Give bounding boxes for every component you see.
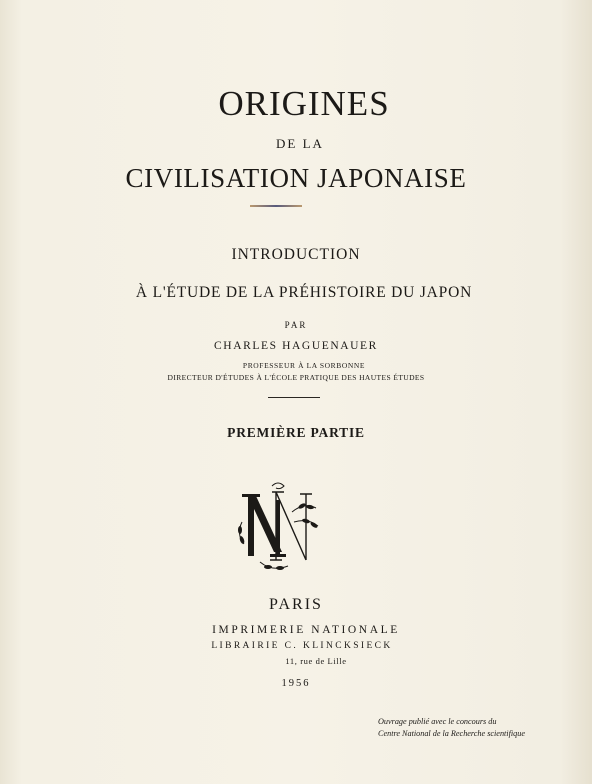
imprint-city: PARIS [269, 596, 323, 613]
title-divider [250, 205, 302, 207]
credit-line-1: Ouvrage publié avec le concours du [378, 717, 497, 726]
subtitle-line-2: À L'ÉTUDE DE LA PRÉHISTOIRE DU JAPON [135, 284, 473, 301]
book-title-connector: DE LA [276, 136, 324, 151]
author-role-1: PROFESSEUR À LA SORBONNE [242, 361, 366, 370]
part-heading: PREMIÈRE PARTIE [227, 425, 365, 440]
credit-line-2: Centre National de la Recherche scientifique [378, 729, 525, 738]
imprint-year: 1956 [281, 678, 311, 689]
author-divider [268, 397, 320, 398]
author-role-2: DIRECTEUR D'ÉTUDES À L'ÉCOLE PRATIQUE DES HAUTES ÉTUDES [167, 373, 425, 382]
imprint-bookseller: LIBRAIRIE C. KLINCKSIECK [211, 641, 393, 651]
publication-credit [378, 716, 578, 740]
author-by: PAR [284, 320, 308, 330]
book-title-line-2: CIVILISATION JAPONAISE [125, 163, 467, 193]
imprint-printer: IMPRIMERIE NATIONALE [212, 624, 400, 636]
subtitle-line-1: INTRODUCTION [231, 246, 361, 263]
book-title-line-1: ORIGINES [218, 84, 390, 123]
imprimerie-nationale-monogram-icon [232, 482, 328, 574]
author-name: CHARLES HAGUENAUER [214, 340, 378, 352]
imprint-address: 11, rue de Lille [285, 656, 347, 666]
